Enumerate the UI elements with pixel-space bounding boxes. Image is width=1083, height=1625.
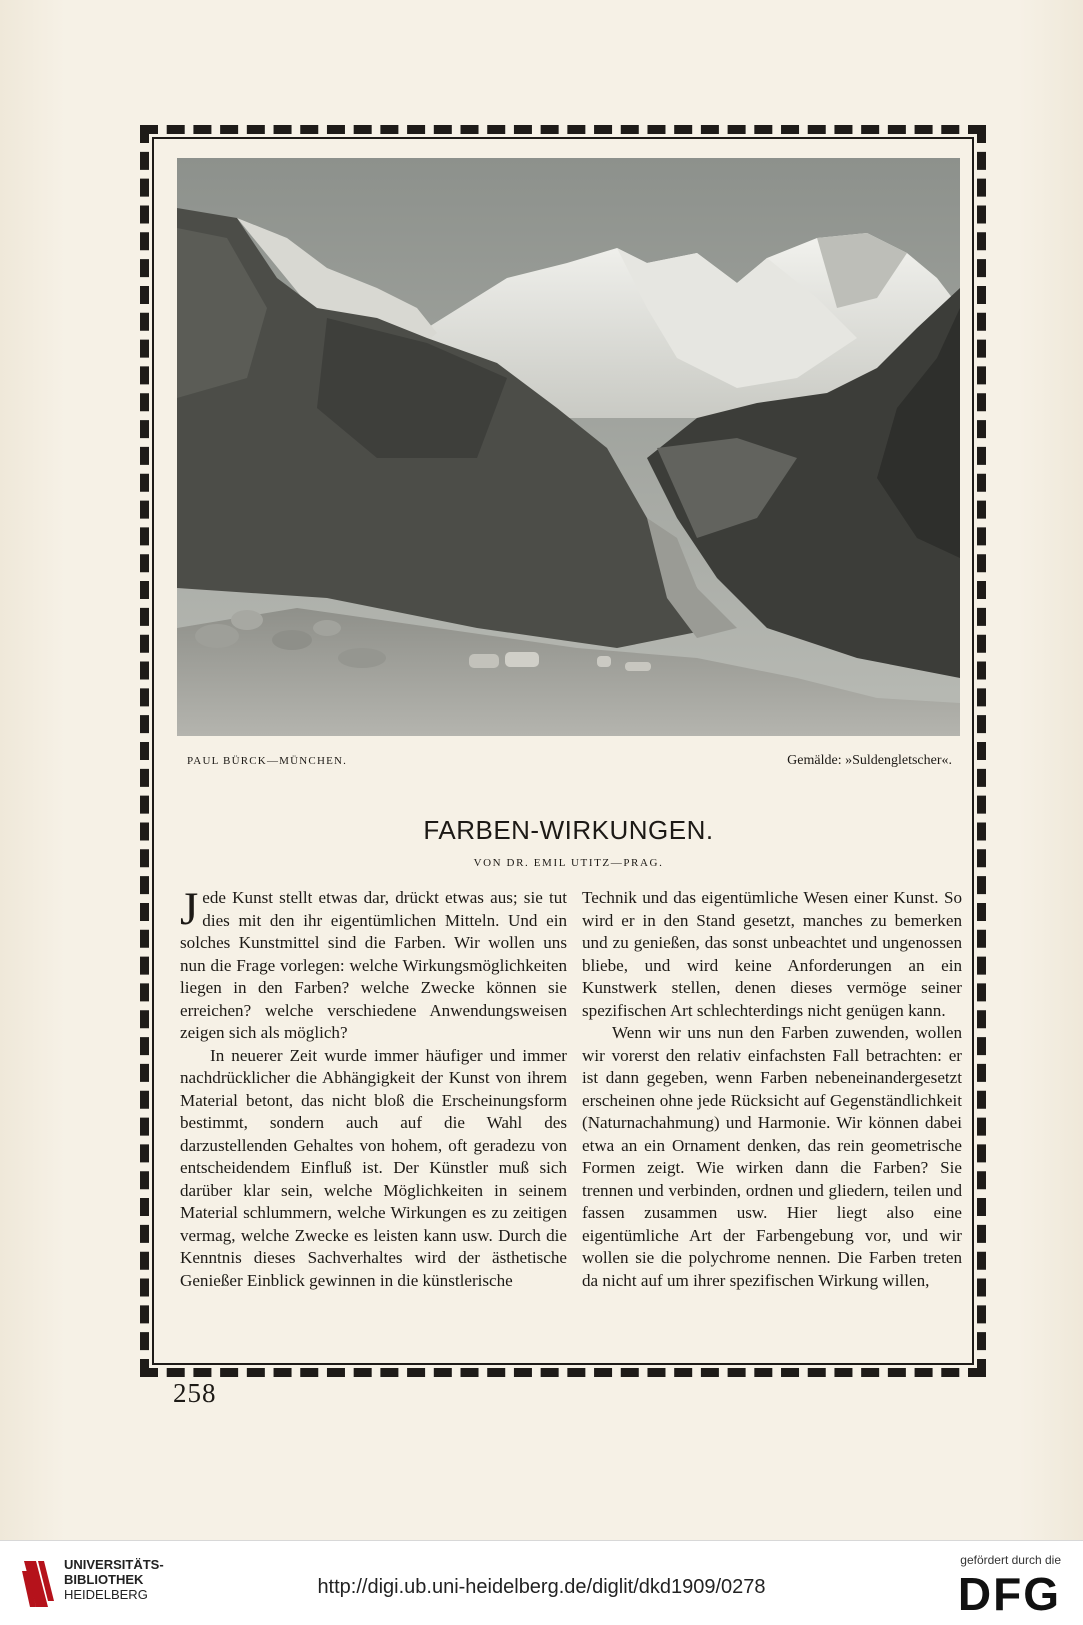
caption-artist: PAUL BÜRCK—MÜNCHEN.	[187, 755, 348, 767]
paragraph-4: Wenn wir uns nun den Farben zuwenden, wollen wir vorerst den relativ einfachsten Fall betrachten: er ist dann gegeben, wenn Farben nebeneinandergesetzt erscheinen ohne jede Rücksicht auf Gegenständlichkeit (Naturnachahmung) und Harmonie. Wir können dabei etwa an ein Ornament denken, das rein geometrische Formen zeigt. Wie wirken dann die Farben? Sie trennen und verbinden, ordnen und gliedern, teilen und fassen zusammen usw. Hier liegt also eine eigentümliche Art der Farbengebung vor, und wir wollen sie die polychrome nennen. Die Farben treten da nicht auf um ihrer spezifischen Wirkung willen,	[582, 1023, 962, 1290]
paragraph-2: In neuerer Zeit wurde immer häufiger und immer nachdrücklicher die Abhängigkeit der Kunst von ihrem Material betont, das nicht bloß die Erscheinungsform bestimmt, sondern auch auf die Wahl des darzustellenden Gehaltes von hohem, oft geradezu von entscheidendem Einfluß ist. Der Künstler muß sich darüber klar sein, welche Möglichkeiten in seinem Material schlummern, welche Wirkungen es zu zeitigen vermag, welche Zwecke es leisten kann usw. Durch die Kenntnis dieses Sachverhaltes wird der ästhetische Genießer Einblick gewinnen in die künstlerische	[180, 1045, 567, 1290]
article-title: FARBEN-WIRKUNGEN.	[423, 815, 714, 845]
paragraph-3: Technik und das eigentümliche Wesen einer Kunst. So wird er in den Stand gesetzt, manches zu bemerken und zu genießen, das sonst unbeachtet und ungenossen bliebe, und wird keine Anforderungen an ein Kunstwerk stellen, denen dieses vermöge seiner spezifischen Art schlechterdings nicht genügen kann.	[582, 888, 962, 1020]
mountain-landscape-illustration	[177, 158, 960, 736]
digitization-footer	[0, 1540, 1083, 1625]
text-column-right	[582, 887, 962, 1292]
drop-cap: J	[180, 883, 199, 935]
sponsor-note: gefördert durch die	[960, 1553, 1061, 1567]
paragraph-1-text: ede Kunst stellt etwas dar, drückt etwas aus; sie tut dies mit den ihr eigentümlichen Mitteln. Und ein solches Kunstmittel sind die Farben. Wir wollen uns nun die Frage vorlegen: welche Wirkungsmöglichkeiten liegen in den Farben? welche Zwecke können sie erreichen? welche verschiedene Anwendungsweisen zeigen sich als möglich?	[180, 888, 567, 1042]
text-column-left	[180, 883, 567, 1292]
painting-suldengletscher	[177, 158, 960, 736]
painting-caption	[187, 753, 952, 771]
page-number: 258	[173, 1378, 217, 1408]
library-name-line-3: HEIDELBERG	[64, 1587, 148, 1602]
caption-work-title: Gemälde: »Suldengletscher«.	[787, 753, 952, 768]
library-name-line-1: UNIVERSITÄTS-	[64, 1557, 164, 1572]
library-name-line-2: BIBLIOTHEK	[64, 1572, 144, 1587]
article-byline: VON DR. EMIL UTITZ—PRAG.	[473, 857, 664, 869]
paragraph-1	[180, 883, 567, 1045]
permalink-url[interactable]: http://digi.ub.uni-heidelberg.de/diglit/dkd1909/0278	[317, 1576, 766, 1598]
dfg-logo: DFG	[957, 1568, 1061, 1620]
